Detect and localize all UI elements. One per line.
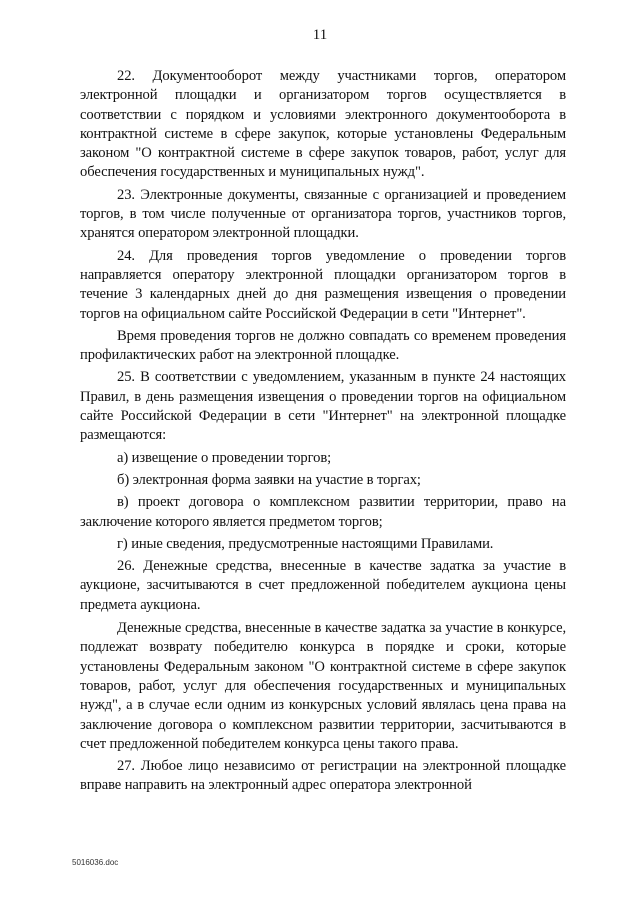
paragraph-24-time: Время проведения торгов не должно совпадать со временем проведения профилактических работ на электронной площадке. [80, 327, 566, 364]
list-item-g: г) иные сведения, предусмотренные настоящими Правилами. [117, 535, 494, 552]
page-number: 11 [312, 27, 328, 43]
document-filename: 5016036.doc [72, 858, 119, 867]
document-body [80, 67, 566, 799]
list-item-v: в) проект договора о комплексном развитии территории, право на заключение которого является предметом торгов; [80, 494, 566, 530]
paragraph-22: 22. Документооборот между участниками торгов, оператором электронной площадки и организатором торгов осуществляется в соответствии с порядком и условиями электронного документооборота в контрактной системе в сфере закупок, которые установлены Федеральным законом "О контрактной системе в сфере закупок товаров, работ, услуг для обеспечения государственных и муниципальных нужд". [80, 68, 566, 181]
paragraph-27: 27. Любое лицо независимо от регистрации на электронной площадке вправе направить на электронный адрес оператора электронной [80, 758, 566, 794]
paragraph-25: 25. В соответствии с уведомлением, указанным в пункте 24 настоящих Правил, в день размещения извещения о проведении торгов на официальном сайте Российской Федерации в сети "Интернет" на электронной площадке размещаются: [80, 369, 566, 444]
paragraph-23: 23. Электронные документы, связанные с организацией и проведением торгов, в том числе полученные от организатора торгов, участников торгов, хранятся оператором электронной площадки. [80, 186, 566, 242]
paragraph-26-deposit: Денежные средства, внесенные в качестве задатка за участие в конкурсе, подлежат возврату победителю конкурса в порядке и сроки, которые установлены Федеральным законом "О контрактной системе в сфере закупок товаров, работ, услуг для обеспечения государственных и муниципальных нужд", а в случае если одним из конкурсных условий являлась цена права на заключение договора о комплексном развитии территории, засчитываются в счет предложенной победителем конкурса цены такого права. [80, 620, 566, 752]
paragraph-24: 24. Для проведения торгов уведомление о проведении торгов направляется оператору электронной площадки организатором торгов в течение 3 календарных дней до дня размещения извещения о проведении торгов на официальном сайте Российской Федерации в сети "Интернет". [80, 247, 566, 322]
list-item-b: б) электронная форма заявки на участие в торгах; [117, 471, 421, 488]
paragraph-26: 26. Денежные средства, внесенные в качестве задатка за участие в аукционе, засчитываются в счет предложенной победителем аукциона цены предмета аукциона. [80, 558, 566, 613]
list-item-a: а) извещение о проведении торгов; [117, 449, 332, 466]
